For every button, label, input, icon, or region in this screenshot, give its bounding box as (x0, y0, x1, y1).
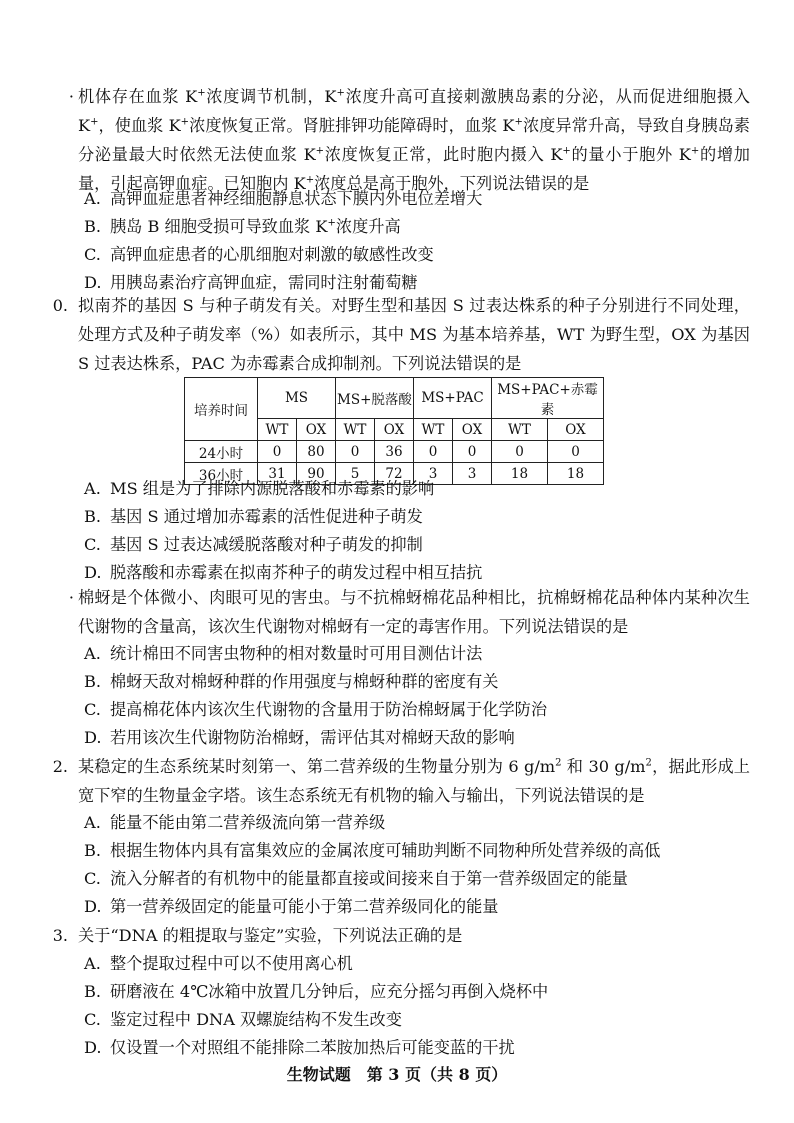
table-cell: 0 (414, 441, 453, 463)
table-cell: 0 (548, 441, 604, 463)
option-d (84, 723, 744, 752)
option-text: 根据生物体内具有富集效应的金属浓度可辅助判断不同物种所处营养级的高低 (110, 841, 661, 860)
option-label: C. (84, 1010, 101, 1029)
page-footer: 生物试题 第 3 页（共 8 页） (286, 1065, 508, 1084)
table-cell: 5 (336, 463, 375, 485)
table-cell: 36 (375, 441, 414, 463)
option-text: 脱落酸和赤霉素在拟南芥种子的萌发过程中相互拮抗 (110, 563, 483, 582)
option-c (84, 695, 744, 724)
table-cell: 0 (492, 441, 548, 463)
option-label: D. (84, 728, 102, 747)
table-group-header: MS+PAC+赤霉素 (492, 378, 604, 419)
option-label: C. (84, 869, 101, 888)
table-cell: 0 (336, 441, 375, 463)
table-cell: 80 (297, 441, 336, 463)
question-stem: 机体存在血浆 K+浓度调节机制，K+浓度升高可直接刺激胰岛素的分泌，从而促进细胞摄入 K+，使血浆 K+浓度恢复正常。肾脏排钾功能障碍时，血浆 K+浓度异常升高，导致自身胰岛素分泌量最大时依然无法使血浆 K+浓度恢复正常，此时胞内摄入 K+的量小于胞外 K+的增加量，引起高钾血症。已知胞内 K+浓度总是高于胞外，下列说法错误的是 (78, 87, 750, 193)
option-b (84, 977, 744, 1006)
option-text: 基因 S 通过增加赤霉素的活性促进种子萌发 (110, 507, 423, 526)
option-label: B. (84, 841, 102, 860)
table-subheader: OX (548, 419, 604, 441)
option-text: 能量不能由第二营养级流向第一营养级 (110, 813, 386, 832)
table-cell: 72 (375, 463, 414, 485)
option-text: 第一营养级固定的能量可能小于第二营养级同化的能量 (110, 897, 499, 916)
table-corner-header: 培养时间 (185, 378, 258, 441)
option-label: C. (84, 535, 101, 554)
option-label: A. (84, 954, 101, 973)
question-stem: 棉蚜是个体微小、肉眼可见的害虫。与不抗棉蚜棉花品种相比，抗棉蚜棉花品种体内某种次生代谢物的含量高，该次生代谢物对棉蚜有一定的毒害作用。下列说法错误的是 (78, 588, 750, 636)
table-group-header: MS+脱落酸 (336, 378, 414, 419)
table-subheader: OX (453, 419, 492, 441)
option-label: D. (84, 563, 102, 582)
question-number: 3. (52, 926, 68, 945)
option-text: MS 组是为了排除内源脱落酸和赤霉素的影响 (110, 479, 435, 498)
option-text: 棉蚜天敌对棉蚜种群的作用强度与棉蚜种群的密度有关 (110, 672, 499, 691)
option-c (84, 864, 744, 893)
table-group-header: MS+PAC (414, 378, 492, 419)
option-c (84, 530, 744, 559)
option-text: 研磨液在 4℃冰箱中放置几分钟后，应充分摇匀再倒入烧杯中 (110, 982, 549, 1001)
table-cell: 18 (548, 463, 604, 485)
table-cell: 3 (414, 463, 453, 485)
table-group-header: MS (258, 378, 336, 419)
table-cell: 3 (453, 463, 492, 485)
table-subheader: OX (297, 419, 336, 441)
option-text: 高钾血症患者的心肌细胞对刺激的敏感性改变 (110, 245, 434, 264)
option-label: D. (84, 273, 102, 292)
option-a (84, 808, 744, 837)
option-label: A. (84, 644, 101, 663)
table-subheader: WT (336, 419, 375, 441)
option-label: B. (84, 217, 102, 236)
question-number: · (68, 87, 74, 106)
question-stem: 拟南芥的基因 S 与种子萌发有关。对野生型和基因 S 过表达株系的种子分别进行不同处理，处理方式及种子萌发率（%）如表所示，其中 MS 为基本培养基，WT 为野生型，OX 为基因 S 过表达株系，PAC 为赤霉素合成抑制剂。下列说法错误的是 (78, 296, 750, 373)
table-cell: 0 (258, 441, 297, 463)
option-b (84, 502, 744, 531)
option-label: A. (84, 813, 101, 832)
option-label: C. (84, 245, 101, 264)
option-b (84, 667, 744, 696)
option-text: 统计棉田不同害虫物种的相对数量时可用目测估计法 (110, 644, 483, 663)
option-a (84, 639, 744, 668)
option-d (84, 1033, 744, 1062)
row-label: 36小时 (185, 463, 258, 485)
option-text: 若用该次生代谢物防治棉蚜，需评估其对棉蚜天敌的影响 (110, 728, 515, 747)
option-b (84, 212, 744, 241)
option-a (84, 949, 744, 978)
option-text: 流入分解者的有机物中的能量都直接或间接来自于第一营养级固定的能量 (110, 869, 628, 888)
question-number: 2. (52, 757, 68, 776)
table-cell: 90 (297, 463, 336, 485)
table-cell: 31 (258, 463, 297, 485)
table-row (185, 441, 604, 463)
option-text: 提高棉花体内该次生代谢物的含量用于防治棉蚜属于化学防治 (110, 700, 548, 719)
question-number: 0. (52, 296, 68, 315)
option-text: 用胰岛素治疗高钾血症，需同时注射葡萄糖 (110, 273, 418, 292)
table-cell: 18 (492, 463, 548, 485)
table-subheader: WT (258, 419, 297, 441)
option-label: D. (84, 1038, 102, 1057)
option-text: 仅设置一个对照组不能排除二苯胺加热后可能变蓝的干扰 (110, 1038, 515, 1057)
germination-table (184, 377, 604, 485)
option-label: B. (84, 507, 102, 526)
table-subheader: WT (492, 419, 548, 441)
option-text: 胰岛 B 细胞受损可导致血浆 K+浓度升高 (110, 217, 401, 236)
question-number: · (68, 588, 74, 607)
option-label: C. (84, 700, 101, 719)
option-text: 高钾血症患者神经细胞静息状态下膜内外电位差增大 (110, 189, 483, 208)
option-d (84, 892, 744, 921)
option-label: B. (84, 672, 102, 691)
question-stem: 某稳定的生态系统某时刻第一、第二营养级的生物量分别为 6 $g/m^2$ 和 30 $g/m^2$，据此形成上宽下窄的生物量金字塔。该生态系统无有机物的输入与输出，下列说法错误的是 (78, 757, 750, 805)
option-text: 整个提取过程中可以不使用离心机 (110, 954, 353, 973)
option-label: B. (84, 982, 102, 1001)
option-label: A. (84, 189, 101, 208)
option-c (84, 1005, 744, 1034)
option-text: 基因 S 过表达减缓脱落酸对种子萌发的抑制 (110, 535, 423, 554)
option-label: D. (84, 897, 102, 916)
option-a (84, 184, 744, 213)
option-a (84, 474, 744, 503)
table-subheader: WT (414, 419, 453, 441)
row-label: 24小时 (185, 441, 258, 463)
option-c (84, 240, 744, 269)
option-text: 鉴定过程中 DNA 双螺旋结构不发生改变 (110, 1010, 402, 1029)
table-cell: 0 (453, 441, 492, 463)
option-label: A. (84, 479, 101, 498)
option-b (84, 836, 744, 865)
table-subheader: OX (375, 419, 414, 441)
question-stem: 关于“DNA 的粗提取与鉴定”实验，下列说法正确的是 (78, 926, 463, 945)
